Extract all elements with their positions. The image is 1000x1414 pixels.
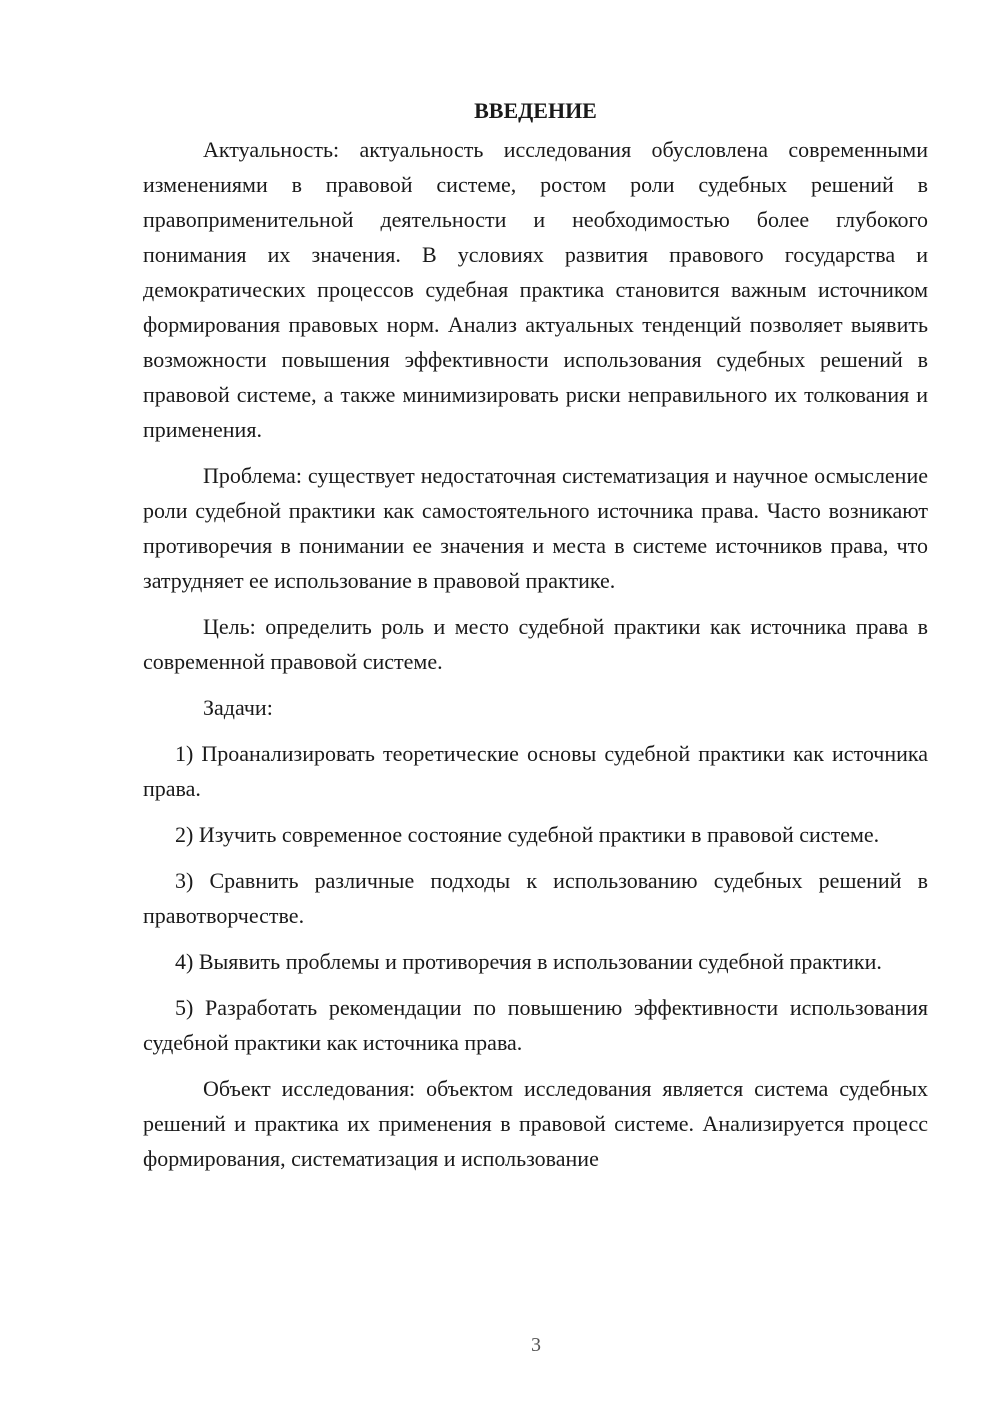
task-item-3: 3) Сравнить различные подходы к использованию судебных решений в правотворчестве. — [143, 868, 928, 928]
paragraph-relevance: Актуальность: актуальность исследования обусловлена современными изменениями в правовой системе, ростом роли судебных решений в правоприменительной деятельности и необходимостью более глубокого понимания их значения. В условиях развития правового государства и демократических процессов судебная практика становится важным источником формирования правовых норм. Анализ актуальных тенденций позволяет выявить возможности повышения эффективности использования судебных решений в правовой системе, а также минимизировать риски неправильного их толкования и применения. — [143, 137, 928, 442]
page-content — [143, 96, 928, 1187]
task-item-4: 4) Выявить проблемы и противоречия в использовании судебной практики. — [175, 949, 882, 974]
paragraph-object: Объект исследования: объектом исследования является система судебных решений и практика их применения в правовой системе. Анализируется процесс формирования, систематизация и использование — [143, 1076, 928, 1171]
task-item-5: 5) Разработать рекомендации по повышению эффективности использования судебной практики как источника права. — [143, 995, 928, 1055]
section-title: ВВЕДЕНИЕ — [474, 98, 597, 123]
task-item-2: 2) Изучить современное состояние судебной практики в правовой системе. — [175, 822, 880, 847]
paragraph-goal: Цель: определить роль и место судебной практики как источника права в современной правовой системе. — [143, 614, 928, 674]
page-number: 3 — [531, 1334, 541, 1356]
task-item-1: 1) Проанализировать теоретические основы судебной практики как источника права. — [143, 741, 928, 801]
paragraph-tasks-heading: Задачи: — [203, 695, 273, 720]
paragraph-problem: Проблема: существует недостаточная систематизация и научное осмысление роли судебной практики как самостоятельного источника права. Часто возникают противоречия в понимании ее значения и места в системе источников права, что затрудняет ее использование в правовой практике. — [143, 463, 928, 593]
